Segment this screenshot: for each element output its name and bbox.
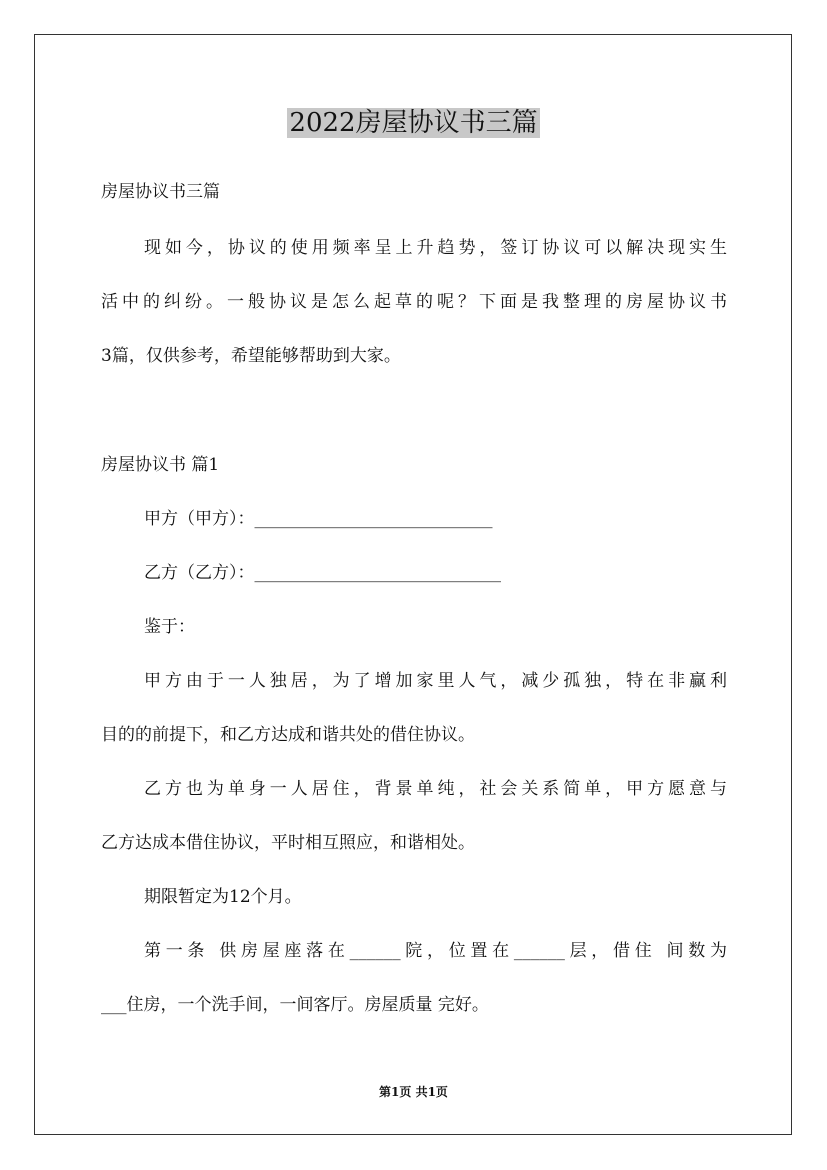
intro-line-3: 3篇，仅供参考，希望能够帮助到大家。	[101, 346, 401, 366]
document-title	[0, 104, 827, 142]
party-a-line: 甲方（甲方）：____________________________	[144, 509, 493, 529]
page-number-label: 第1页 共1页	[379, 1085, 448, 1099]
paragraph-b-line-1: 乙方也为单身一人居住，背景单纯，社会关系简单，甲方愿意与	[144, 779, 727, 799]
intro-line-1: 现如今，协议的使用频率呈上升趋势，签订协议可以解决现实生	[144, 238, 727, 258]
page-footer	[0, 1083, 827, 1101]
article-one-line-2: ___住房，一个洗手间，一间客厅。房屋质量 完好。	[101, 995, 489, 1015]
whereas-line: 鉴于：	[144, 617, 195, 637]
term-line: 期限暂定为12个月。	[144, 887, 302, 907]
article-one-line-1: 第一条 供房屋座落在______院，位置在______层，借住 间数为	[144, 941, 727, 961]
document-title-text: 2022房屋协议书三篇	[289, 108, 538, 138]
paragraph-a-line-2: 目的的前提下，和乙方达成和谐共处的借住协议。	[101, 725, 475, 745]
subtitle: 房屋协议书三篇	[101, 182, 220, 202]
party-b-line: 乙方（乙方）：_____________________________	[144, 563, 501, 583]
section-heading: 房屋协议书 篇1	[101, 455, 220, 475]
paragraph-b-line-2: 乙方达成本借住协议，平时相互照应，和谐相处。	[101, 833, 475, 853]
intro-line-2: 活中的纠纷。一般协议是怎么起草的呢？下面是我整理的房屋协议书	[101, 292, 727, 312]
paragraph-a-line-1: 甲方由于一人独居，为了增加家里人气，减少孤独，特在非赢利	[144, 671, 727, 691]
